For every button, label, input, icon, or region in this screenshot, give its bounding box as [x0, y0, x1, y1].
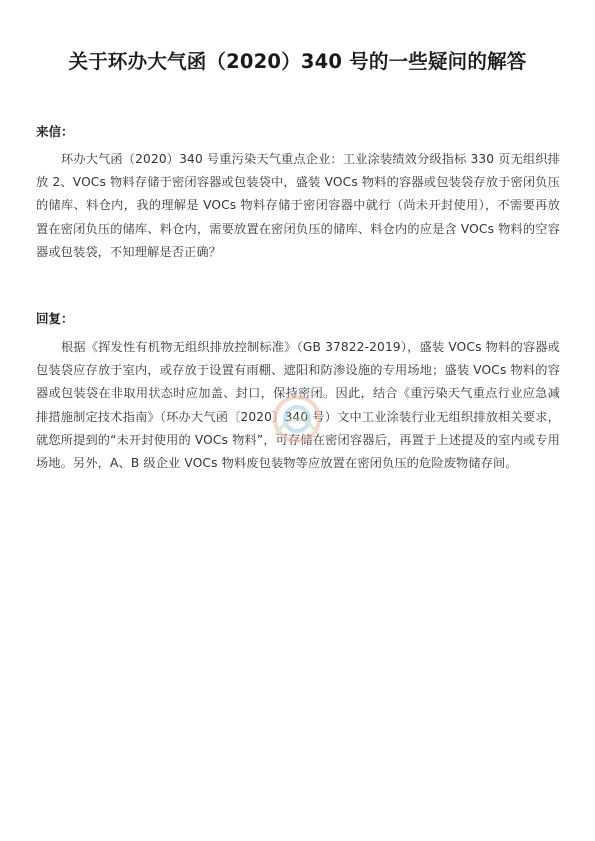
reply-label: 回复： [36, 311, 74, 326]
page-title: 关于环办大气函（2020）340 号的一些疑问的解答 [68, 50, 527, 73]
reply-paragraph: 根据《挥发性有机物无组织排放控制标准》（GB 37822-2019），盛装 VOCs 物料的容器或包装袋应存放于室内，或存放于设置有雨棚、遮阳和防渗设施的专用场地；盛装 VOCs 物料的容器或包装袋在非取用状态时应加盖、封口，保持密闭。因此，结合《重污染天气重点行业应急减排措施制定技术指南》（环办大气函〔2020〕340 号）文中工业涂装行业无组织排放相关要求，就您所提到的“未开封使用的 VOCs 物料”，可存储在密闭容器后，再置于上述提及的室内或专用场地。另外，A、B 级企业 VOCs 物料废包装物等应放置在密闭负压的危险废物储存间。 [36, 340, 560, 471]
question-label: 来信： [36, 124, 74, 139]
question-paragraph: 环办大气函（2020）340 号重污染天气重点企业：工业涂装绩效分级指标 330 页无组织排放 2、VOCs 物料存储于密闭容器或包装袋中，盛装 VOCs 物料的容器或包装袋存放于密闭负压的储库、料仓内，我的理解是 VOCs 物料存储于密闭容器中就行（尚未开封使用），不需要再放置在密闭负压的储库、料仓内，需要放置在密闭负压的储库、料仓内的应是含 VOCs 物料的空容器或包装袋，不知理解是否正确？ [36, 152, 560, 259]
